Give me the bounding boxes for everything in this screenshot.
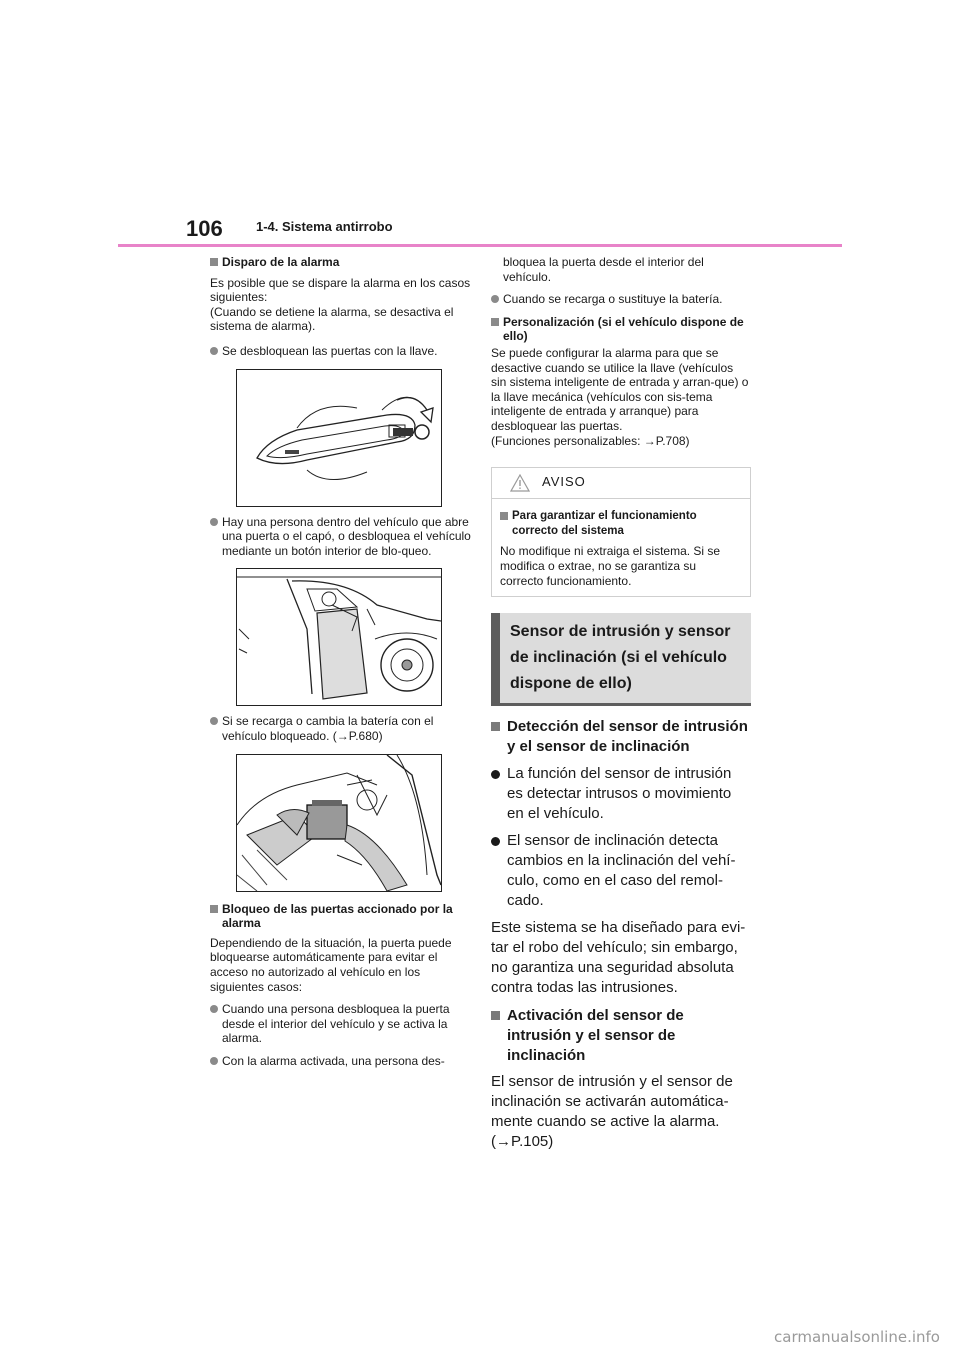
aviso-text: No modifique ni extraiga el sistema. Si se modifica o extrae, no se garantiza su correcto funcionamiento.: [500, 544, 721, 588]
engine-battery-illustration: [237, 755, 441, 891]
bullet-intrusion: La función del sensor de intrusión es detectar intrusos o movimiento en el vehículo.: [491, 764, 751, 824]
door-handle-illustration: [237, 370, 441, 506]
bullet-inclinacion: El sensor de inclinación detecta cambios en la inclinación del vehí-culo, como en el caso del remol-cado.: [491, 831, 751, 911]
bullet-llave: Se desbloquean las puertas con la llave.: [210, 344, 472, 359]
bullet-alarma-activada: Con la alarma activada, una persona des-: [210, 1054, 472, 1069]
page-number: 106: [186, 216, 223, 241]
aviso-heading: Para garantizar el funcionamiento correcto del sistema: [500, 509, 742, 538]
personalizacion-text: Se puede configurar la alarma para que se desactive cuando se utilice la llave (vehículos sin sistema inteligente de entrada y arran-que) o la llave mecánica (vehículos con sis-tema inteligente de entrada y arranque) para desbloquear las puertas.: [491, 345, 749, 433]
aviso-box: [491, 467, 751, 597]
warning-icon: [510, 474, 530, 496]
left-column: [210, 255, 472, 1068]
activacion-text: El sensor de intrusión y el sensor de inclinación se activarán automática-mente cuando se active la alarma.: [491, 1073, 733, 1131]
door-handle-figure: [236, 369, 442, 507]
disparo-heading: Disparo de la alarma: [210, 255, 472, 270]
watermark: carmanualsonline.info: [774, 1328, 940, 1346]
disparo-note: (Cuando se detiene la alarma, se desactiva el sistema de alarma).: [210, 304, 454, 334]
deteccion-heading: Detección del sensor de intrusión y el sensor de inclinación: [491, 717, 751, 757]
disparo-text: Es posible que se dispare la alarma en los casos siguientes:: [210, 275, 471, 305]
personalizacion-heading: Personalización (si el vehículo dispone de ello): [491, 315, 751, 344]
chapter-title: 1-4. Sistema antirrobo: [256, 219, 393, 234]
activacion-heading: Activación del sensor de intrusión y el sensor de inclinación: [491, 1006, 751, 1066]
header-rule: [118, 244, 842, 247]
car-door-figure: [236, 568, 442, 706]
sistema-text: Este sistema se ha diseñado para evi-tar el robo del vehículo; sin embargo, no garantiza una seguridad absoluta contra todas las intrusiones.: [491, 919, 746, 997]
personalizacion-ref: (Funciones personalizables: →P.708): [491, 433, 690, 448]
bullet-recarga: Cuando se recarga o sustituye la batería.: [491, 292, 751, 307]
bullet-bateria: Si se recarga o cambia la batería con el vehículo bloqueado. (→P.680): [210, 714, 472, 743]
bloqueo-heading: Bloqueo de las puertas accionado por la alarma: [210, 902, 472, 931]
right-column: [491, 255, 751, 1152]
bullet-persona: Hay una persona dentro del vehículo que abre una puerta o el capó, o desbloquea el vehículo mediante un botón interior de blo-queo.: [210, 515, 472, 559]
car-door-illustration: [237, 569, 441, 705]
section-title: Sensor de intrusión y sensor de inclinación (si el vehículo dispone de ello): [491, 613, 751, 706]
aviso-title: AVISO: [542, 474, 586, 490]
continued-text: bloquea la puerta desde el interior del vehículo.: [503, 255, 704, 284]
engine-battery-figure: [236, 754, 442, 892]
bloqueo-text: Dependiendo de la situación, la puerta puede bloquearse automáticamente para evitar el acceso no autorizado al vehículo en los siguientes casos:: [210, 935, 452, 994]
activacion-ref: (→P.105): [491, 1133, 554, 1151]
bullet-desbloquea-interior: Cuando una persona desbloquea la puerta desde el interior del vehículo y se activa la alarma.: [210, 1002, 472, 1046]
